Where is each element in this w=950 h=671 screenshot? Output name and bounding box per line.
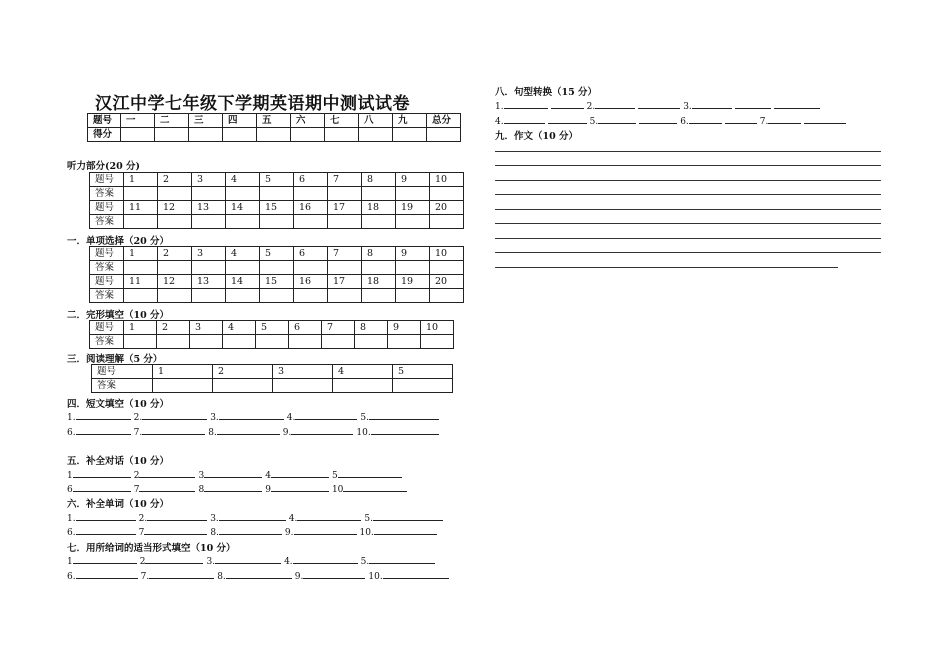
score-table bbox=[87, 113, 461, 142]
question-number: 18 bbox=[362, 201, 396, 215]
answer-blank[interactable] bbox=[147, 511, 207, 521]
question-number: 1 bbox=[124, 173, 158, 187]
question-number: 2 bbox=[157, 321, 190, 335]
score-header-cell: 六 bbox=[291, 114, 325, 128]
blank-number: 1. bbox=[67, 413, 76, 423]
answer-cell bbox=[430, 261, 464, 275]
answer-cell bbox=[192, 215, 226, 229]
answer-blank[interactable] bbox=[598, 114, 636, 124]
question-number: 10 bbox=[430, 247, 464, 261]
question-number: 17 bbox=[328, 275, 362, 289]
blank-number: 4. bbox=[286, 413, 296, 423]
score-cell bbox=[359, 128, 393, 142]
answer-blank[interactable] bbox=[551, 99, 584, 109]
question-number: 11 bbox=[124, 201, 158, 215]
blank-number: 5 bbox=[331, 471, 338, 481]
answer-cell bbox=[294, 261, 328, 275]
answer-blank[interactable] bbox=[774, 99, 820, 109]
score-header-cell: 七 bbox=[325, 114, 359, 128]
answer-cell bbox=[226, 289, 260, 303]
answer-blank[interactable] bbox=[76, 410, 131, 420]
question-number: 9 bbox=[388, 321, 421, 335]
answer-blank[interactable] bbox=[219, 525, 282, 535]
answer-blank[interactable] bbox=[294, 525, 357, 535]
blank-number: 7. bbox=[140, 572, 150, 582]
question-number: 20 bbox=[430, 275, 464, 289]
blank-number: 1. bbox=[67, 514, 76, 524]
score-cell bbox=[257, 128, 291, 142]
part7-row2 bbox=[67, 569, 452, 582]
answer-blank[interactable] bbox=[725, 114, 757, 124]
number-row bbox=[90, 201, 464, 215]
answer-cell bbox=[226, 261, 260, 275]
score-header-cell: 九 bbox=[393, 114, 427, 128]
blank-number: 6. bbox=[67, 572, 76, 582]
answer-cell bbox=[260, 187, 294, 201]
answer-cell bbox=[158, 261, 192, 275]
score-header-cell: 四 bbox=[223, 114, 257, 128]
answer-blank[interactable] bbox=[692, 99, 732, 109]
blank-number: 4. bbox=[495, 117, 504, 127]
blank-number: 5. bbox=[589, 117, 599, 127]
answer-blank[interactable] bbox=[689, 114, 722, 124]
blank-number: 8. bbox=[210, 528, 219, 538]
answer-blank[interactable] bbox=[374, 525, 437, 535]
blank-number: 7 bbox=[138, 528, 145, 538]
question-number: 10 bbox=[421, 321, 454, 335]
score-header-cell: 总分 bbox=[427, 114, 461, 128]
answer-blank[interactable] bbox=[204, 468, 262, 478]
answer-cell bbox=[362, 261, 396, 275]
score-row-label: 得分 bbox=[88, 128, 121, 142]
question-number: 10 bbox=[430, 173, 464, 187]
blank-number: 9. bbox=[294, 572, 304, 582]
part2-heading: 二．完形填空（10 分） bbox=[67, 310, 170, 321]
answer-blank[interactable] bbox=[595, 99, 635, 109]
answer-cell bbox=[396, 215, 430, 229]
score-cell bbox=[393, 128, 427, 142]
score-header-cell: 二 bbox=[155, 114, 189, 128]
writing-line[interactable] bbox=[495, 223, 881, 224]
score-header-cell: 一 bbox=[121, 114, 155, 128]
row-label: 答案 bbox=[90, 335, 124, 349]
answer-cell bbox=[328, 215, 362, 229]
answer-row bbox=[92, 379, 453, 393]
answer-blank[interactable] bbox=[73, 468, 131, 478]
answer-blank[interactable] bbox=[271, 482, 329, 492]
answer-blank[interactable] bbox=[369, 410, 439, 420]
part7-heading: 七．用所给词的适当形式填空（10 分） bbox=[67, 543, 236, 554]
answer-blank[interactable] bbox=[76, 425, 131, 435]
row-label: 答案 bbox=[90, 261, 124, 275]
question-number: 12 bbox=[158, 275, 192, 289]
question-number: 13 bbox=[192, 201, 226, 215]
answer-blank[interactable] bbox=[145, 554, 203, 564]
score-cell bbox=[325, 128, 359, 142]
blank-number: 1 bbox=[67, 557, 73, 567]
answer-blank[interactable] bbox=[504, 114, 545, 124]
blank-number: 7 bbox=[133, 485, 140, 495]
score-header-row bbox=[88, 114, 461, 128]
blank-number: 3 bbox=[198, 471, 205, 481]
blank-number: 4. bbox=[288, 514, 298, 524]
page-title: 汉江中学七年级下学期英语期中测试试卷 bbox=[95, 94, 410, 114]
part8-heading: 八．句型转换（15 分） bbox=[495, 87, 598, 98]
answer-blank[interactable] bbox=[142, 410, 207, 420]
answer-cell bbox=[393, 379, 453, 393]
answer-row bbox=[90, 187, 464, 201]
question-number: 2 bbox=[213, 365, 273, 379]
answer-cell bbox=[362, 289, 396, 303]
answer-blank[interactable] bbox=[303, 569, 365, 579]
answer-cell bbox=[190, 335, 223, 349]
blank-number: 5. bbox=[364, 514, 373, 524]
row-label: 答案 bbox=[90, 215, 124, 229]
answer-cell bbox=[396, 289, 430, 303]
answer-row bbox=[90, 289, 464, 303]
number-row bbox=[90, 275, 464, 289]
answer-cell bbox=[273, 379, 333, 393]
question-number: 18 bbox=[362, 275, 396, 289]
answer-blank[interactable] bbox=[343, 482, 407, 492]
answer-row bbox=[90, 335, 454, 349]
answer-cell bbox=[158, 289, 192, 303]
answer-cell bbox=[124, 215, 158, 229]
writing-line[interactable] bbox=[495, 267, 838, 268]
score-row bbox=[88, 128, 461, 142]
answer-cell bbox=[294, 215, 328, 229]
answer-blank[interactable] bbox=[638, 99, 680, 109]
answer-blank[interactable] bbox=[548, 114, 587, 124]
answer-cell bbox=[158, 187, 192, 201]
question-number: 3 bbox=[190, 321, 223, 335]
answer-blank[interactable] bbox=[504, 99, 548, 109]
blank-number: 10. bbox=[368, 572, 383, 582]
score-cell bbox=[121, 128, 155, 142]
number-row bbox=[90, 321, 454, 335]
question-number: 1 bbox=[124, 321, 157, 335]
question-number: 19 bbox=[396, 201, 430, 215]
answer-cell bbox=[192, 187, 226, 201]
question-number: 1 bbox=[124, 247, 158, 261]
part3-answer-table bbox=[91, 364, 453, 393]
score-cell bbox=[427, 128, 461, 142]
blank-number: 4 bbox=[265, 471, 271, 481]
answer-cell bbox=[421, 335, 454, 349]
part6-row1 bbox=[67, 511, 446, 524]
question-number: 5 bbox=[256, 321, 289, 335]
blank-number: 3. bbox=[683, 102, 692, 112]
blank-number: 3. bbox=[206, 557, 216, 567]
answer-blank[interactable] bbox=[373, 511, 443, 521]
part4-row2 bbox=[67, 425, 442, 438]
writing-line[interactable] bbox=[495, 165, 881, 166]
question-number: 4 bbox=[223, 321, 256, 335]
score-header-cell: 五 bbox=[257, 114, 291, 128]
question-number: 9 bbox=[396, 247, 430, 261]
answer-cell bbox=[226, 187, 260, 201]
blank-number: 9. bbox=[284, 528, 294, 538]
answer-cell bbox=[260, 215, 294, 229]
question-number: 9 bbox=[396, 173, 430, 187]
answer-blank[interactable] bbox=[149, 569, 214, 579]
answer-blank[interactable] bbox=[76, 525, 136, 535]
row-label: 题号 bbox=[90, 173, 124, 187]
blank-number: 5. bbox=[360, 413, 369, 423]
part4-heading: 四．短文填空（10 分） bbox=[67, 399, 170, 410]
writing-line[interactable] bbox=[495, 252, 881, 253]
blank-number: 6. bbox=[67, 528, 76, 538]
answer-row bbox=[90, 261, 464, 275]
blank-number: 8. bbox=[217, 572, 226, 582]
answer-cell bbox=[388, 335, 421, 349]
blank-number: 10. bbox=[359, 528, 374, 538]
blank-number: 3. bbox=[210, 413, 219, 423]
score-cell bbox=[291, 128, 325, 142]
listening-heading: 听力部分(20 分) bbox=[67, 161, 141, 172]
question-number: 6 bbox=[289, 321, 322, 335]
answer-cell bbox=[289, 335, 322, 349]
question-number: 11 bbox=[124, 275, 158, 289]
row-label: 题号 bbox=[90, 201, 124, 215]
answer-blank[interactable] bbox=[297, 511, 361, 521]
part8-row1 bbox=[495, 99, 823, 112]
number-row bbox=[90, 247, 464, 261]
row-label: 答案 bbox=[90, 289, 124, 303]
part6-heading: 六．补全单词（10 分） bbox=[67, 499, 170, 510]
question-number: 3 bbox=[192, 247, 226, 261]
part3-heading: 三．阅读理解（5 分） bbox=[67, 354, 163, 365]
part1-heading: 一．单项选择（20 分） bbox=[67, 236, 170, 247]
part9-heading: 九．作文（10 分） bbox=[495, 131, 579, 142]
score-header-cell: 八 bbox=[359, 114, 393, 128]
answer-blank[interactable] bbox=[768, 114, 801, 124]
answer-blank[interactable] bbox=[73, 482, 131, 492]
blank-number: 6. bbox=[680, 117, 689, 127]
answer-blank[interactable] bbox=[639, 114, 677, 124]
question-number: 12 bbox=[158, 201, 192, 215]
answer-cell bbox=[294, 187, 328, 201]
question-number: 13 bbox=[192, 275, 226, 289]
question-number: 2 bbox=[158, 173, 192, 187]
answer-cell bbox=[430, 289, 464, 303]
blank-number: 6 bbox=[67, 485, 73, 495]
answer-blank[interactable] bbox=[76, 511, 136, 521]
question-number: 5 bbox=[393, 365, 453, 379]
question-number: 4 bbox=[226, 247, 260, 261]
blank-number: 7. bbox=[133, 428, 143, 438]
question-number: 15 bbox=[260, 275, 294, 289]
question-number: 14 bbox=[226, 275, 260, 289]
question-number: 1 bbox=[153, 365, 213, 379]
part6-row2 bbox=[67, 525, 440, 538]
writing-line[interactable] bbox=[495, 238, 881, 239]
answer-blank[interactable] bbox=[369, 554, 435, 564]
row-label: 题号 bbox=[90, 321, 124, 335]
question-number: 14 bbox=[226, 201, 260, 215]
writing-line[interactable] bbox=[495, 194, 881, 195]
answer-cell bbox=[328, 289, 362, 303]
answer-cell bbox=[396, 261, 430, 275]
question-number: 8 bbox=[362, 247, 396, 261]
blank-number: 10. bbox=[356, 428, 371, 438]
question-number: 19 bbox=[396, 275, 430, 289]
part7-row1 bbox=[67, 554, 438, 567]
row-label: 题号 bbox=[92, 365, 153, 379]
answer-blank[interactable] bbox=[76, 569, 138, 579]
question-number: 3 bbox=[273, 365, 333, 379]
part8-row2 bbox=[495, 114, 849, 127]
answer-cell bbox=[328, 187, 362, 201]
answer-blank[interactable] bbox=[144, 525, 207, 535]
blank-number: 10 bbox=[331, 485, 344, 495]
score-cell bbox=[155, 128, 189, 142]
part5-heading: 五．补全对话（10 分） bbox=[67, 456, 170, 467]
answer-cell bbox=[362, 215, 396, 229]
blank-number: 3. bbox=[210, 514, 219, 524]
answer-cell bbox=[328, 261, 362, 275]
question-number: 6 bbox=[294, 173, 328, 187]
question-number: 16 bbox=[294, 201, 328, 215]
answer-cell bbox=[430, 215, 464, 229]
row-label: 答案 bbox=[92, 379, 153, 393]
blank-number: 4. bbox=[284, 557, 293, 567]
question-number: 16 bbox=[294, 275, 328, 289]
blank-number: 2 bbox=[133, 471, 140, 481]
answer-blank[interactable] bbox=[215, 554, 281, 564]
answer-row bbox=[90, 215, 464, 229]
answer-blank[interactable] bbox=[295, 410, 357, 420]
blank-number: 5. bbox=[360, 557, 370, 567]
score-header-cell: 三 bbox=[189, 114, 223, 128]
question-number: 5 bbox=[260, 173, 294, 187]
blank-number: 1. bbox=[495, 102, 504, 112]
blank-number: 9. bbox=[282, 428, 292, 438]
answer-cell bbox=[256, 335, 289, 349]
answer-blank[interactable] bbox=[226, 569, 292, 579]
blank-number: 8 bbox=[198, 485, 205, 495]
answer-blank[interactable] bbox=[219, 511, 286, 521]
blank-number: 2. bbox=[138, 514, 148, 524]
question-number: 2 bbox=[158, 247, 192, 261]
answer-blank[interactable] bbox=[142, 425, 205, 435]
answer-cell bbox=[124, 187, 158, 201]
answer-cell bbox=[157, 335, 190, 349]
answer-cell bbox=[223, 335, 256, 349]
answer-blank[interactable] bbox=[291, 425, 353, 435]
question-number: 3 bbox=[192, 173, 226, 187]
answer-cell bbox=[333, 379, 393, 393]
writing-line[interactable] bbox=[495, 180, 881, 181]
blank-number: 8. bbox=[208, 428, 217, 438]
answer-cell bbox=[355, 335, 388, 349]
part2-answer-table bbox=[89, 320, 454, 349]
answer-blank[interactable] bbox=[139, 482, 195, 492]
score-cell bbox=[189, 128, 223, 142]
question-number: 17 bbox=[328, 201, 362, 215]
row-label: 答案 bbox=[90, 187, 124, 201]
writing-line[interactable] bbox=[495, 151, 881, 152]
part4-row1 bbox=[67, 410, 442, 423]
answer-cell bbox=[124, 261, 158, 275]
answer-blank[interactable] bbox=[293, 554, 358, 564]
blank-number: 6. bbox=[67, 428, 76, 438]
question-number: 7 bbox=[322, 321, 355, 335]
answer-blank[interactable] bbox=[735, 99, 771, 109]
listening-answer-table bbox=[89, 172, 464, 229]
answer-cell bbox=[158, 215, 192, 229]
answer-cell bbox=[260, 289, 294, 303]
row-label: 题号 bbox=[90, 247, 124, 261]
answer-cell bbox=[322, 335, 355, 349]
part5-row1 bbox=[67, 468, 405, 481]
question-number: 8 bbox=[362, 173, 396, 187]
answer-blank[interactable] bbox=[139, 468, 195, 478]
answer-cell bbox=[153, 379, 213, 393]
answer-blank[interactable] bbox=[217, 425, 280, 435]
score-header-cell: 题号 bbox=[88, 114, 121, 128]
answer-cell bbox=[396, 187, 430, 201]
score-cell bbox=[223, 128, 257, 142]
part1-answer-table bbox=[89, 246, 464, 303]
answer-cell bbox=[430, 187, 464, 201]
answer-cell bbox=[260, 261, 294, 275]
blank-number: 2 bbox=[139, 557, 146, 567]
question-number: 8 bbox=[355, 321, 388, 335]
blank-number: 2. bbox=[586, 102, 596, 112]
answer-blank[interactable] bbox=[338, 468, 402, 478]
answer-blank[interactable] bbox=[804, 114, 846, 124]
answer-cell bbox=[192, 261, 226, 275]
question-number: 7 bbox=[328, 173, 362, 187]
answer-blank[interactable] bbox=[271, 468, 329, 478]
blank-number: 7. bbox=[759, 117, 769, 127]
number-row bbox=[90, 173, 464, 187]
writing-line[interactable] bbox=[495, 209, 881, 210]
answer-blank[interactable] bbox=[219, 410, 284, 420]
answer-cell bbox=[226, 215, 260, 229]
question-number: 6 bbox=[294, 247, 328, 261]
blank-number: 2. bbox=[133, 413, 143, 423]
answer-cell bbox=[192, 289, 226, 303]
row-label: 题号 bbox=[90, 275, 124, 289]
blank-number: 1 bbox=[67, 471, 73, 481]
answer-cell bbox=[294, 289, 328, 303]
question-number: 7 bbox=[328, 247, 362, 261]
part5-row2 bbox=[67, 482, 410, 495]
answer-blank[interactable] bbox=[383, 569, 449, 579]
question-number: 4 bbox=[333, 365, 393, 379]
blank-number: 9 bbox=[265, 485, 271, 495]
question-number: 5 bbox=[260, 247, 294, 261]
answer-cell bbox=[213, 379, 273, 393]
answer-blank[interactable] bbox=[371, 425, 439, 435]
answer-cell bbox=[124, 289, 158, 303]
answer-blank[interactable] bbox=[73, 554, 137, 564]
number-row bbox=[92, 365, 453, 379]
answer-blank[interactable] bbox=[204, 482, 262, 492]
answer-cell bbox=[362, 187, 396, 201]
question-number: 4 bbox=[226, 173, 260, 187]
question-number: 15 bbox=[260, 201, 294, 215]
question-number: 20 bbox=[430, 201, 464, 215]
answer-cell bbox=[124, 335, 157, 349]
